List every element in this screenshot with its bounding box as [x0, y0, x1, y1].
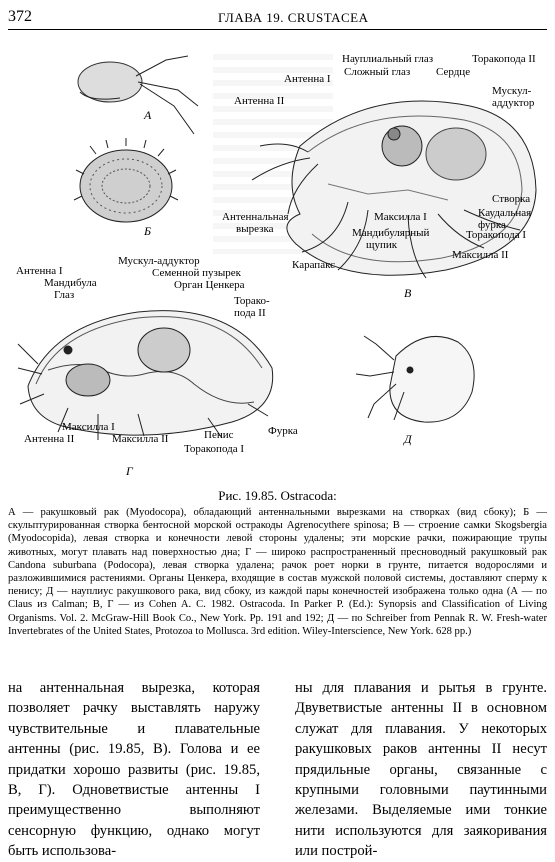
drawing-g	[18, 311, 273, 440]
label-g-antenna2: Антенна II	[24, 433, 75, 445]
label-v-thoracopod1: Торакопода I	[466, 229, 527, 241]
label-g-seminal-vesicle: Семенной пузырек	[152, 267, 241, 279]
body-text-left: на антеннальная вырезка, которая позволяет рачку выставлять наружу чувствительные и плавательные антенны (рис. 19.85, В). Голова и ее придатки хорошо развиты (рис. 19.85, В, Г). Одноветвистые антенны I преимущественно выполняют сенсорную функцию, однако могут быть использова-	[8, 680, 260, 860]
label-g-mandible: Мандибула	[44, 277, 97, 289]
running-head: ГЛАВА 19. CRUSTACEA	[218, 10, 369, 25]
caption-title: Рис. 19.85. Ostracoda:	[218, 488, 337, 503]
label-v-mandible-palp-1: Мандибулярный	[352, 227, 430, 239]
label-v-thoracopod2: Торакопода II	[472, 53, 536, 65]
label-letter-d: Д	[404, 432, 412, 446]
label-v-muscle-adductor-2: аддуктор	[492, 97, 535, 109]
label-v-antennal-notch-2: вырезка	[236, 223, 274, 235]
label-v-caudal-furca-2: фурка	[478, 219, 506, 231]
label-v-maxilla2: Максилла II	[452, 249, 509, 261]
label-g-thoracopod2-2: пода II	[234, 307, 266, 319]
label-v-caudal-furca-1: Каудальная	[478, 207, 532, 219]
label-v-naupl-eye: Науплиальный глаз	[342, 53, 434, 65]
drawing-b	[74, 138, 178, 222]
label-g-muscle-adductor: Мускул-аддуктор	[118, 255, 200, 267]
label-letter-v: В	[404, 286, 412, 300]
label-v-compound-eye: Сложный глаз	[344, 66, 411, 78]
label-v-carapace: Карапакс	[292, 259, 336, 271]
caption-body: А — ракушковый рак (Myodocopa), обладающий антеннальными вырезками на створках (вид сбоку); Б — скульптурированная створка бентосной морской остракоды Agrenocythere spinosa; В — строение самки Skogsbergia (Myodocopida), левая створка и конечности левой стороны удалены; эти морские рачки, пожирающие трупы животных, могут плавать над поверхностью дна; Г — широко распространенный пресноводный ракушковый рак Candona suburbana (Podocopa), левая створка удалена; рачок роет норки в грунте, питается водорослями и разложившимися растениями. Органы Ценкера, входящие в состав мужской половой системы, доставляют сперму к пенису; Д — науплиус ракушкового рака, вид сбоку, из каждой пары конечностей изображена только одна (А — по Claus из Calman; В, Г — из Cohen A. C. 1982. Ostracoda. In Parker P. (Ed.): Synopsis and Classification of Living Organisms. Vol. 2. McGraw-Hill Book Co., New York. Pp. 191 and 192; Д — по Schreiber from Pennak R. W. Fresh-water Invertebrates of the United States, Protozoa to Mollusca. 3rd edition. Wiley-Interscience, New York. 628 pp.)	[8, 507, 547, 637]
label-v-mandible-palp-2: щупик	[366, 239, 398, 251]
label-g-thoracopod2-1: Торако-	[234, 295, 270, 307]
body-text-right: ны для плавания и рытья в грунте. Двуветвистые антенны II в основном служат для плавания. У некоторых ракушковых раков антенны II несут прядильные органы, связанные с крупными головными паутинными железами. Выделяемые ими тонкие нити используются для заякоривания или построй-	[295, 680, 547, 860]
drawing-d	[356, 336, 474, 422]
label-g-penis: Пенис	[204, 429, 234, 441]
label-v-antenna1: Антенна I	[284, 73, 331, 85]
label-v-heart: Сердце	[436, 66, 471, 78]
label-g-maxilla1: Максилла I	[62, 421, 115, 433]
figure-19-85	[8, 34, 547, 484]
label-letter-b: Б	[144, 224, 152, 238]
label-letter-g: Г	[126, 464, 133, 478]
label-g-eye: Глаз	[54, 289, 75, 301]
label-g-antenna1: Антенна I	[16, 265, 63, 277]
label-v-muscle-adductor-1: Мускул-	[492, 85, 532, 97]
label-g-maxilla2: Максилла II	[112, 433, 169, 445]
label-v-maxilla1: Максилла I	[374, 211, 427, 223]
drawing-a	[78, 56, 198, 134]
label-v-valve: Створка	[492, 193, 531, 205]
label-g-thoracopod1: Торакопода I	[184, 443, 245, 455]
header-rule	[8, 29, 547, 30]
label-v-antennal-notch-1: Антеннальная	[222, 211, 289, 223]
page-header	[8, 8, 547, 28]
page-number: 372	[8, 8, 32, 25]
label-g-furca: Фурка	[268, 425, 298, 437]
label-v-antenna2: Антенна II	[234, 95, 285, 107]
label-letter-a: А	[144, 108, 152, 122]
label-g-zenker-organ: Орган Ценкера	[174, 279, 245, 291]
